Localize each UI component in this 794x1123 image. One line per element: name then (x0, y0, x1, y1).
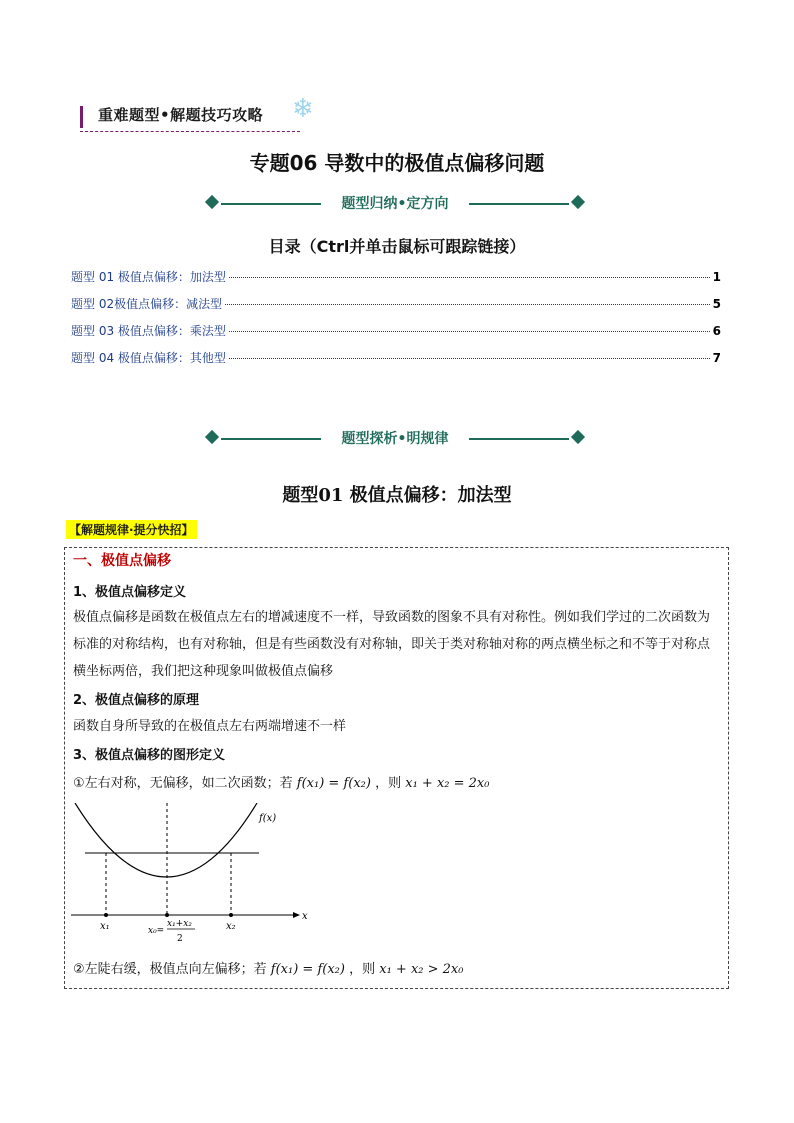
subheading-definition: 1、极值点偏移定义 (73, 585, 187, 600)
toc-page-number: 1 (712, 270, 721, 284)
x-axis-arrow (293, 912, 300, 918)
toc-item[interactable] (71, 322, 721, 349)
parabola-graph (71, 803, 311, 953)
tips-box (64, 547, 729, 989)
case-left-shift (73, 956, 721, 983)
toc-page-number: 6 (712, 324, 721, 338)
section-title: 题型01 极值点偏移：加法型 (282, 485, 512, 506)
toc-item[interactable] (71, 349, 721, 376)
case-left-shift-then: ，则 (349, 962, 376, 977)
curve-label: f(x) (259, 813, 277, 824)
x2-point (229, 913, 233, 917)
case-symmetric (73, 770, 721, 797)
document-title: 专题06 导数中的极值点偏移问题 (249, 151, 545, 175)
midpoint-denominator: 2 (177, 934, 183, 944)
banner-analysis (205, 429, 585, 449)
case-left-shift-text: ②左陡右缓，极值点向左偏移；若 (73, 962, 267, 977)
case-symmetric-result: x₁ + x₂ = 2x₀ (405, 776, 490, 791)
case-left-shift-condition: f(x₁) = f(x₂) (270, 962, 345, 977)
toc-item-label[interactable]: 题型 02极值点偏移：减法型 (71, 297, 223, 311)
tip-label: 【解题规律·提分快招】 (66, 520, 197, 539)
banner-line-right (469, 203, 569, 205)
header-tag: 重难题型•解题技巧攻略 (98, 106, 264, 124)
header-divider (80, 131, 300, 132)
toc-item-label[interactable]: 题型 04 极值点偏移：其他型 (71, 351, 226, 365)
midpoint-x0-label: x₀= (148, 926, 165, 936)
x0-point (165, 913, 169, 917)
banner-line-right (469, 438, 569, 440)
toc-item[interactable] (71, 295, 721, 322)
subheading-principle: 2、极值点偏移的原理 (73, 693, 200, 708)
toc-title: 目录（Ctrl并单击鼠标可跟踪链接） (268, 237, 526, 256)
toc-item[interactable] (71, 268, 721, 295)
x1-label: x₁ (100, 921, 110, 932)
midpoint-numerator: x₁+x₂ (167, 919, 192, 929)
x2-label: x₂ (226, 921, 236, 932)
toc-leader (229, 358, 710, 359)
case-left-shift-result: x₁ + x₂ > 2x₀ (379, 962, 464, 977)
x-axis-label: x (302, 911, 308, 922)
banner-analysis-text: 题型探析•明规律 (341, 431, 449, 447)
toc-item-label[interactable]: 题型 03 极值点偏移：乘法型 (71, 324, 226, 338)
case-symmetric-condition: f(x₁) = f(x₂) (296, 776, 371, 791)
toc-page-number: 7 (712, 351, 721, 365)
banner-summary (205, 194, 585, 214)
definition-paragraph: 极值点偏移是函数在极值点左右的增减速度不一样，导致函数的图象不具有对称性。例如我们学过的二次函数为标准的对称结构，也有对称轴，但是有些函数没有对称轴，即关于类对称轴对称的两点横坐标之和不等于对称点横坐标两倍，我们把这种现象叫做极值点偏移 (73, 610, 711, 679)
box-heading: 一、极值点偏移 (73, 553, 171, 569)
toc-item-label[interactable]: 题型 01 极值点偏移：加法型 (71, 270, 226, 284)
banner-summary-text: 题型归纳•定方向 (341, 196, 449, 212)
snowflake-icon: ❄ (292, 94, 314, 124)
case-symmetric-text: ①左右对称，无偏移，如二次函数；若 (73, 776, 293, 791)
toc-page-number: 5 (712, 297, 721, 311)
x1-point (104, 913, 108, 917)
case-symmetric-then: ，则 (375, 776, 402, 791)
parabola-curve (75, 803, 257, 877)
table-of-contents (71, 268, 721, 376)
toc-leader (225, 304, 710, 305)
header-accent-bar (80, 106, 83, 128)
toc-leader (229, 331, 710, 332)
toc-leader (229, 277, 710, 278)
principle-paragraph: 函数自身所导致的在极值点左右两端增速不一样 (73, 719, 347, 734)
subheading-graph-definition: 3、极值点偏移的图形定义 (73, 748, 226, 763)
